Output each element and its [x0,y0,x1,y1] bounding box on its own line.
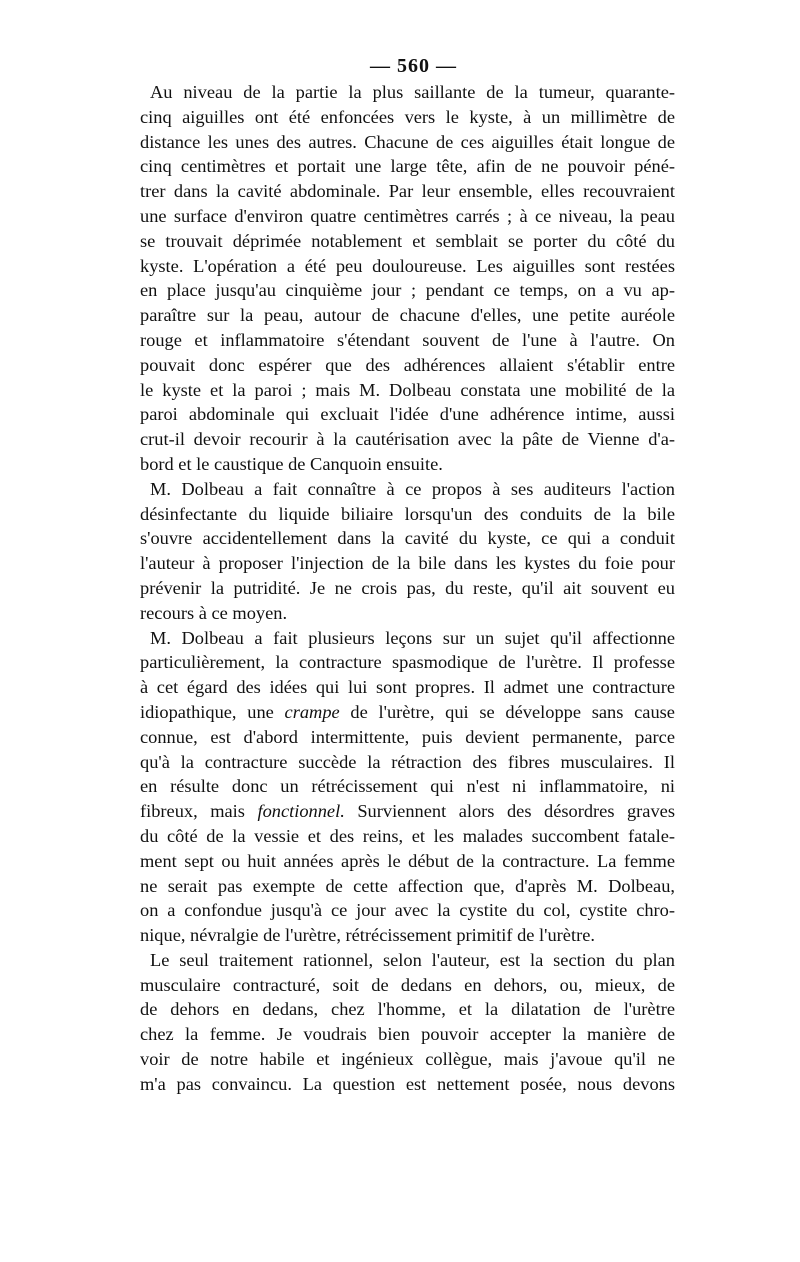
text-line: à cet égard des idées qui lui sont propres. Il admet une contracture [140,677,675,698]
text-line: musculaire contracturé, soit de dedans en dehors, ou, mieux, de [140,974,675,995]
text-line: chez la femme. Je voudrais bien pouvoir accepter la manière de [140,1024,675,1045]
italic-text: crampe [284,701,340,722]
text-line: se trouvait déprimée notablement et semblait se porter du côté du [140,230,675,251]
page-number: — 560 — [370,55,457,77]
text-line: voir de notre habile et ingénieux collègue, mais j'avoue qu'il ne [140,1049,675,1070]
text-line: ment sept ou huit années après le début de la contracture. La femme [140,850,675,871]
text-line: prévenir la putridité. Je ne crois pas, du reste, qu'il ait souvent eu [140,577,675,598]
text-line: particulièrement, la contracture spasmodique de l'urètre. Il professe [140,652,675,673]
text-line: m'a pas convaincu. La question est nettement posée, nous devons [140,1073,675,1094]
paragraph [140,477,675,626]
text-line: Au niveau de la partie la plus saillante de la tumeur, quarante- [150,82,675,102]
text-line: en résulte donc un rétrécissement qui n'est ni inflammatoire, ni [140,776,675,797]
text-line: distance les unes des autres. Chacune de ces aiguilles était longue de [140,131,675,152]
text-line: l'auteur à proposer l'injection de la bile dans les kystes du foie pour [140,553,675,574]
text-line: kyste. L'opération a été peu douloureuse. Les aiguilles sont restées [140,255,675,276]
text-line: une surface d'environ quatre centimètres carrés ; à ce niveau, la peau [140,205,675,226]
text-line: fibreux, mais fonctionnel. Surviennent alors des désordres graves [140,801,675,822]
text-line: crut-il devoir recourir à la cautérisation avec la pâte de Vienne d'a- [140,429,675,450]
text-line: recours à ce moyen. [140,602,288,623]
paragraph [140,80,675,477]
text-line: le kyste et la paroi ; mais M. Dolbeau constata une mobilité de la [140,379,675,400]
text-line: M. Dolbeau a fait connaître à ce propos à ses auditeurs l'action [150,478,675,499]
text-line: du côté de la vessie et des reins, et les malades succombent fatale- [140,825,675,846]
text-line: pouvait donc espérer que des adhérences allaient s'établir entre [140,354,675,375]
text-line: s'ouvre accidentellement dans la cavité du kyste, ce qui a conduit [140,528,675,549]
book-page [140,52,675,1097]
text-line: paraître sur la peau, autour de chacune d'elles, une petite auréole [140,305,675,326]
text-line: Le seul traitement rationnel, selon l'auteur, est la section du plan [150,949,675,970]
text-line: ne serait pas exempte de cette affection que, d'après M. Dolbeau, [140,875,675,896]
text-line: M. Dolbeau a fait plusieurs leçons sur un sujet qu'il affectionne [150,627,675,648]
italic-text: fonctionnel. [257,801,345,822]
text-line: rouge et inflammatoire s'étendant souvent de l'une à l'autre. On [140,329,675,350]
text-line: nique, névralgie de l'urètre, rétrécissement primitif de l'urètre. [140,925,595,946]
paragraph [140,948,675,1097]
text-line: de dehors en dedans, chez l'homme, et la dilatation de l'urètre [140,999,675,1020]
text-line: bord et le caustique de Canquoin ensuite. [140,453,443,474]
body-text [140,80,675,1097]
text-line: cinq centimètres et portait une large tête, afin de ne pouvoir péné- [140,156,675,177]
text-line: qu'à la contracture succède la rétraction des fibres musculaires. Il [140,751,675,772]
text-line: on a confondue jusqu'à ce jour avec la cystite du col, cystite chro- [140,900,675,921]
text-line: cinq aiguilles ont été enfoncées vers le kyste, à un millimètre de [140,106,675,127]
text-line: idiopathique, une crampe de l'urètre, qui se développe sans cause [140,701,675,722]
paragraph [140,626,675,948]
text-line: connue, est d'abord intermittente, puis devient permanente, parce [140,726,675,747]
text-line: en place jusqu'au cinquième jour ; pendant ce temps, on a vu ap- [140,280,675,301]
text-line: paroi abdominale qui excluait l'idée d'une adhérence intime, aussi [140,404,675,425]
text-line: désinfectante du liquide biliaire lorsqu'un des conduits de la bile [140,503,675,524]
text-line: trer dans la cavité abdominale. Par leur ensemble, elles recouvraient [140,181,675,202]
